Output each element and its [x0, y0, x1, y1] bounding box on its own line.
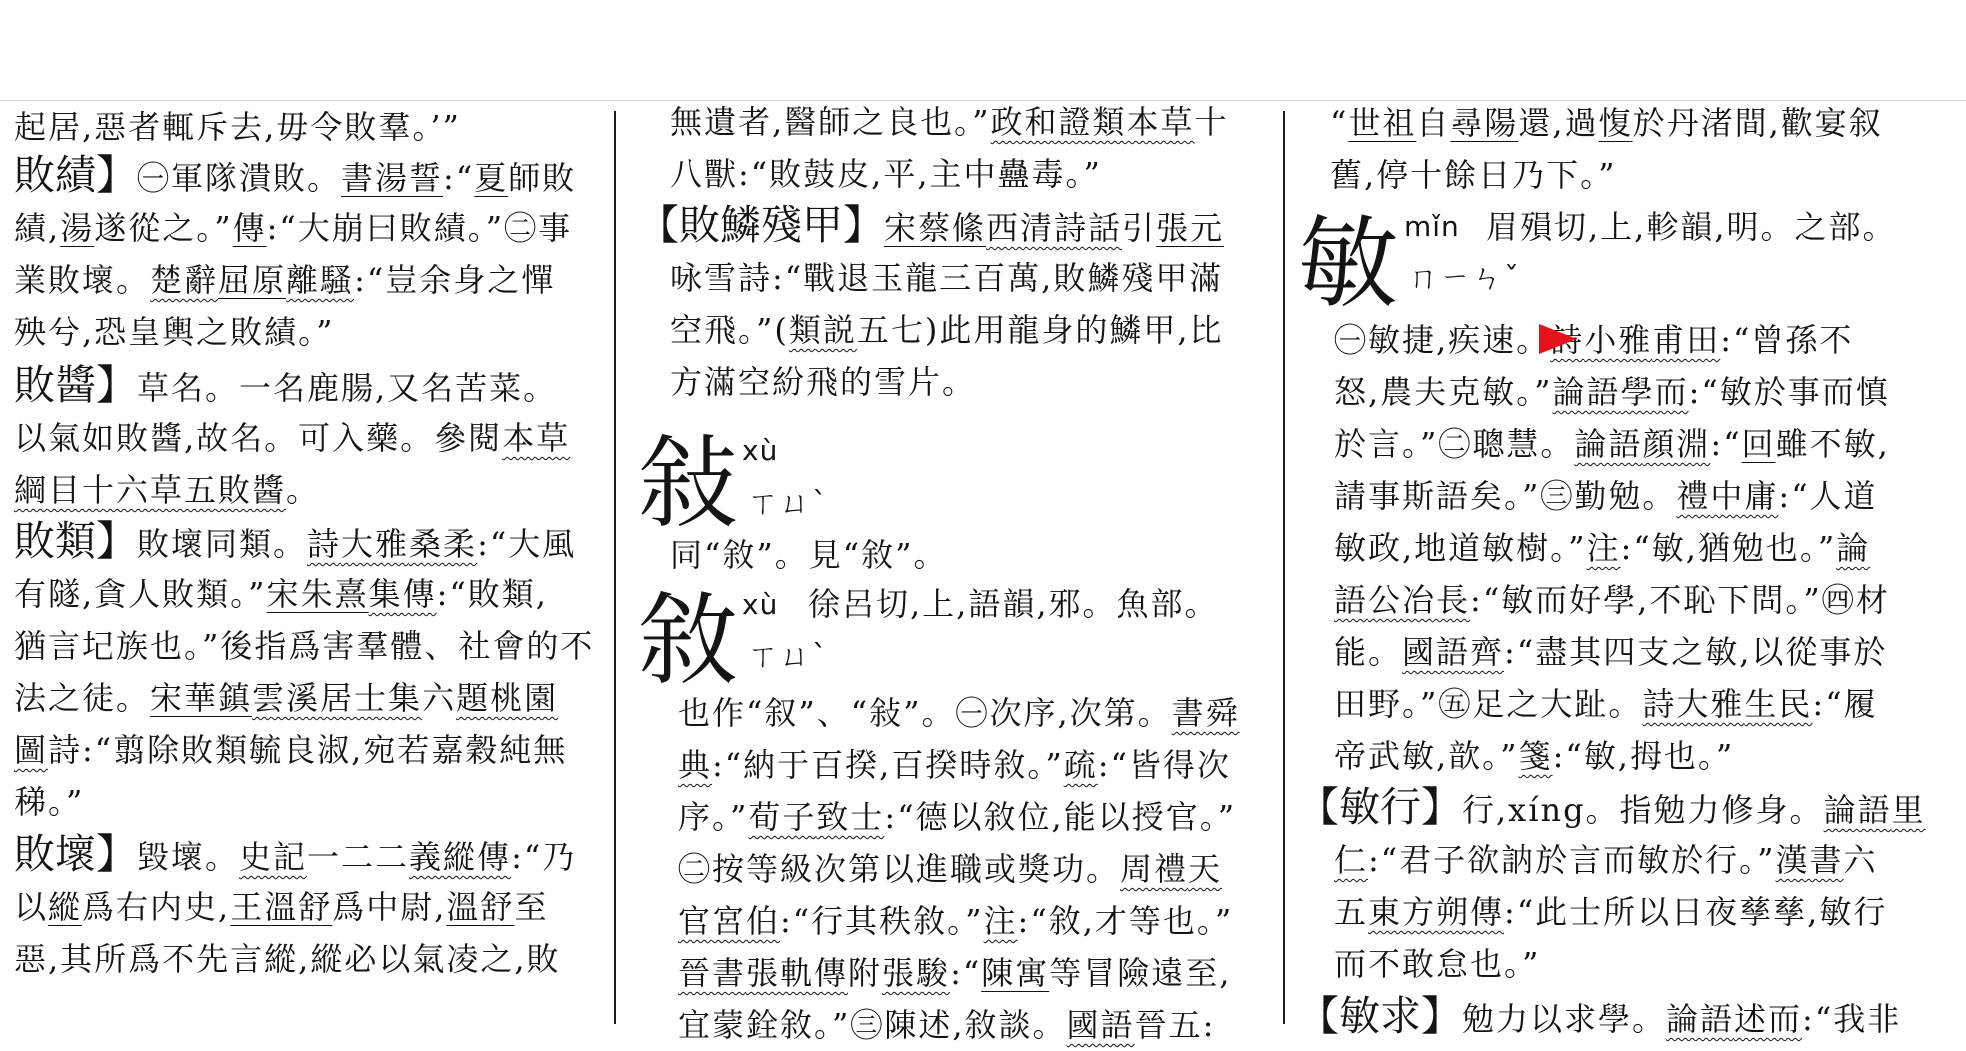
headword-line	[1298, 990, 1901, 1042]
proper-name: 宋	[150, 679, 185, 717]
blank-top-area	[0, 0, 1966, 100]
text-run: 雖不敏,	[1775, 425, 1890, 463]
book-title: 詩	[307, 525, 342, 563]
book-title: 論語	[1823, 791, 1892, 829]
proper-name: 縱	[48, 888, 83, 926]
text-run: 以	[14, 888, 49, 926]
text-run: 序。”	[678, 798, 749, 836]
text-run: :“我非	[1802, 1000, 1902, 1038]
text-run: :“曾孫不	[1720, 321, 1854, 359]
red-pointer-arrow-icon	[1539, 324, 1577, 354]
text-run: :“大風	[477, 525, 577, 563]
text-run: :“敏,拇也。”	[1552, 737, 1735, 775]
book-title: 楚辭	[150, 261, 219, 299]
headword: 【敏求】	[1298, 992, 1462, 1040]
text-line	[1334, 938, 1540, 990]
book-title: 西清詩話	[986, 209, 1123, 247]
text-run: 宜蒙銓敘。”㊂陳述,敘談。	[678, 1006, 1067, 1044]
proper-name: 王溫舒	[230, 888, 333, 926]
entry-pinyin: mǐn	[1404, 210, 1460, 243]
proper-name: 朱熹	[300, 575, 369, 613]
book-title: 禮	[1676, 477, 1711, 515]
book-title: 仁	[1334, 841, 1369, 879]
book-title: 學而	[1620, 373, 1689, 411]
text-run: 。	[286, 471, 321, 509]
text-line	[670, 304, 1224, 356]
text-run: 爲中尉,	[332, 888, 447, 926]
text-line	[1334, 470, 1878, 522]
text-run: 方滿空紛飛的雪片。	[670, 363, 977, 401]
headword: 敗醬】	[14, 361, 137, 409]
book-title: 綱目十六草五敗醬	[14, 471, 287, 509]
text-line	[14, 933, 561, 985]
headword: 敗類】	[14, 517, 137, 565]
text-run: 惡,其所爲不先言縱,縱必以氣凌之,敗	[14, 940, 561, 978]
book-title: 圖	[14, 731, 49, 769]
entry-zhuyin: ㄒㄩˋ	[748, 486, 829, 521]
book-title: 舜	[1205, 694, 1240, 732]
text-run: 於言。”㊁聰慧。	[1334, 425, 1575, 463]
text-run: :“德以敘位,能以授官。”	[884, 798, 1237, 836]
text-run: 等冒險遠至,	[1049, 954, 1232, 992]
book-title: 東方朔傳	[1368, 893, 1505, 931]
text-run: 而不敢怠也。”	[1334, 945, 1541, 983]
text-run: :“	[950, 954, 982, 992]
entry-headchar: 敍	[638, 425, 738, 542]
column-3	[1298, 101, 1958, 1040]
text-run: ㊀敏捷,疾速。	[1334, 321, 1551, 359]
proper-name: 溫舒	[446, 888, 515, 926]
headword: 敗績】	[14, 151, 137, 199]
entry-reading: 眉殞切,上,軫韻,明。之部。	[1486, 208, 1897, 246]
text-run: 十	[1194, 103, 1229, 141]
text-run: 至	[514, 888, 549, 926]
text-run: :“	[1710, 425, 1742, 463]
text-run: 同“敘”。見“敘”。	[670, 536, 948, 574]
text-run: 爲右内史,	[82, 888, 231, 926]
text-run: :“乃	[511, 838, 577, 876]
column-2	[638, 101, 1270, 1044]
proper-name: 夏	[474, 159, 509, 197]
book-title: 集傳	[368, 575, 437, 613]
book-title: 政和證類本草	[990, 103, 1195, 141]
book-title: 論	[1836, 529, 1871, 567]
text-line	[14, 672, 558, 724]
text-line	[1334, 314, 1853, 366]
text-run: 草名。一名鹿腸,又名苦菜。	[137, 369, 558, 407]
text-run: 行,xíng。指勉力修身。	[1462, 791, 1824, 829]
book-title: 題桃園	[456, 679, 559, 717]
text-line	[14, 724, 567, 776]
text-line	[14, 776, 84, 828]
text-line	[1330, 97, 1883, 149]
text-run: 也作“叙”、“敍”。㊀次序,次第。	[678, 694, 1172, 732]
text-line	[670, 356, 976, 408]
text-run: 引	[1122, 209, 1157, 247]
book-title: 詩	[1642, 685, 1677, 723]
text-run: 於丹渚間,歡宴叙	[1632, 104, 1883, 142]
text-line	[1334, 418, 1890, 470]
headword-line	[14, 828, 576, 880]
text-run: 八獸:“敗鼓皮,平,主中蠱毒。”	[670, 155, 1102, 193]
headword-line	[638, 199, 1224, 251]
book-title: 桑柔	[409, 525, 478, 563]
text-line	[14, 620, 594, 672]
text-line	[670, 148, 1102, 200]
text-line	[14, 306, 335, 358]
headword-line	[14, 149, 576, 201]
proper-name: 華鎮	[184, 679, 253, 717]
text-run: 帝武敏,歆。”	[1334, 737, 1519, 775]
text-run: :“君子欲訥於言而敏於行。”	[1368, 841, 1776, 879]
text-run: :“此士所以日夜孳孳,敏行	[1504, 893, 1888, 931]
headword: 敗壞】	[14, 830, 137, 878]
proper-name: 湯誓	[375, 159, 444, 197]
book-title: 論語	[1574, 425, 1643, 463]
proper-name: 尋陽	[1450, 104, 1519, 142]
book-title: 生民	[1744, 685, 1813, 723]
book-title: 致士	[816, 798, 885, 836]
headword: 【敗鱗殘甲】	[638, 201, 884, 249]
text-run: :“敏,猶勉也。”	[1620, 529, 1837, 567]
text-line	[678, 791, 1236, 843]
book-title: 荀子	[748, 798, 817, 836]
text-line	[678, 687, 1240, 739]
text-line	[678, 895, 1233, 947]
book-title: 官宮伯	[678, 902, 781, 940]
book-title: 顔淵	[1642, 425, 1711, 463]
book-title: 典	[678, 746, 713, 784]
text-run: 空飛。”(	[670, 311, 789, 349]
text-run: 能。	[1334, 633, 1403, 671]
column-divider-left	[614, 111, 616, 1024]
book-title: 詩	[1550, 321, 1585, 359]
text-run: :“皆得次	[1097, 746, 1231, 784]
proper-name: 世祖	[1348, 104, 1417, 142]
entry-zhuyin: ㄒㄩˋ	[748, 639, 829, 674]
text-line	[670, 529, 947, 581]
text-run: 業敗壞。	[14, 261, 151, 299]
book-title: 本草	[502, 419, 571, 457]
text-line	[1334, 678, 1878, 730]
text-run: 五	[1334, 893, 1369, 931]
entry-reading: 徐呂切,上,語韻,邪。魚部。	[808, 585, 1219, 623]
text-run: 有隧,貪人敗類。”	[14, 575, 267, 613]
text-run: 詩:“翦除敗類毓良淑,宛若嘉穀純無	[48, 731, 568, 769]
text-line	[678, 843, 1222, 895]
proper-name: 屈原	[218, 261, 287, 299]
headword-line	[14, 515, 576, 567]
proper-name: 蔡絛	[918, 209, 987, 247]
book-title: 書	[1171, 694, 1206, 732]
text-run: 六	[1843, 841, 1878, 879]
book-title: 國語	[1402, 633, 1471, 671]
text-run: 稊。”	[14, 783, 85, 821]
column-1	[14, 101, 602, 1024]
text-run: :“敘,才等也。”	[1017, 902, 1234, 940]
text-run: 猶言圮族也。”後指爲害羣體、社會的不	[14, 627, 595, 665]
text-line	[670, 252, 1223, 304]
book-title: 張駿	[882, 954, 951, 992]
proper-name: 陳寓	[981, 954, 1050, 992]
entry-pinyin: xù	[742, 434, 779, 467]
book-title: 大雅	[341, 525, 410, 563]
headword-line	[1298, 781, 1926, 833]
book-title: 中庸	[1710, 477, 1779, 515]
text-run: :“納于百揆,百揆時敘。”	[712, 746, 1064, 784]
text-line	[1334, 366, 1890, 418]
text-run: :“敗類,	[436, 575, 548, 613]
text-line	[1334, 522, 1870, 574]
text-run: 勉力以求學。	[1462, 1000, 1667, 1038]
text-line	[678, 947, 1231, 999]
text-run: 毀壞。	[137, 838, 240, 876]
text-run: :“豈余身之憚	[354, 261, 556, 299]
book-title: 雲溪居士集	[252, 679, 423, 717]
text-run: 績,	[14, 209, 61, 247]
text-run: :“敏於事而慎	[1688, 373, 1890, 411]
proper-name: 傳	[232, 209, 267, 247]
book-title: 類説	[788, 311, 857, 349]
book-title: 述而	[1734, 1000, 1803, 1038]
book-title: 大雅	[1676, 685, 1745, 723]
book-title: 齊	[1470, 633, 1505, 671]
dictionary-page	[0, 100, 1966, 1044]
text-run: 自	[1416, 104, 1451, 142]
text-run: ㊀軍隊潰敗。	[137, 159, 342, 197]
text-line	[14, 881, 548, 933]
text-run: 敗壞同類。	[137, 525, 308, 563]
book-title: 離騷	[286, 261, 355, 299]
text-run: 附	[848, 954, 883, 992]
entry-zhuyin: ㄇㄧㄣˇ	[1408, 261, 1521, 296]
text-run: 舊,停十餘日乃下。”	[1330, 156, 1617, 194]
book-title: 注	[983, 902, 1018, 940]
proper-name: 回	[1741, 425, 1776, 463]
text-run: 田野。”㊄足之大趾。	[1334, 685, 1643, 723]
book-title: 論語	[1666, 1000, 1735, 1038]
book-title: 箋	[1518, 737, 1553, 775]
book-title: 漢書	[1775, 841, 1844, 879]
book-title: 史記	[239, 838, 308, 876]
book-title: 晉書	[678, 954, 747, 992]
headword-line	[14, 359, 557, 411]
text-run: :“人道	[1778, 477, 1878, 515]
proper-name: 書	[341, 159, 376, 197]
book-title: 國語	[1066, 1006, 1135, 1044]
proper-name: 宋	[884, 209, 919, 247]
text-run: :“行其秩敘。”	[780, 902, 984, 940]
book-title: 義縱傳	[409, 838, 512, 876]
text-line	[14, 202, 572, 254]
proper-name: 湯	[60, 209, 95, 247]
text-run: :“大崩曰敗績。”㊁事	[266, 209, 573, 247]
text-line	[14, 101, 461, 153]
text-run: :“敏而好學,不恥下問。”㊃材	[1470, 581, 1890, 619]
text-run: 請事斯語矣。”㊂勤勉。	[1334, 477, 1677, 515]
headword: 【敏行】	[1298, 783, 1462, 831]
book-title: 注	[1586, 529, 1621, 567]
book-title: 張軌傳	[746, 954, 849, 992]
text-run: 一二二	[307, 838, 410, 876]
entry-headchar: 敏	[1298, 205, 1398, 322]
proper-name: 宋	[266, 575, 301, 613]
book-title: 語	[1334, 581, 1369, 619]
text-line	[14, 464, 320, 516]
book-title: 里	[1891, 791, 1926, 829]
text-run: 起居,惡者輒斥去,毋令敗羣。’”	[14, 108, 461, 146]
text-line	[670, 96, 1229, 148]
text-line	[14, 412, 570, 464]
text-run: :“盡其四支之敏,以從事於	[1504, 633, 1888, 671]
text-run: 還,過	[1518, 104, 1599, 142]
text-line	[678, 739, 1231, 791]
text-run: 五七)此用龍身的鱗甲,比	[856, 311, 1224, 349]
proper-name: 張元	[1156, 209, 1225, 247]
text-line	[1334, 886, 1887, 938]
proper-name: 愎	[1598, 104, 1633, 142]
text-line	[1334, 730, 1734, 782]
text-line	[1330, 149, 1617, 201]
text-run: 晉五:	[1134, 1006, 1216, 1044]
text-line	[14, 254, 555, 306]
text-run: 咏雪詩:“戰退玉龍三百萬,敗鱗殘甲滿	[670, 259, 1224, 297]
text-run: 無遺者,醫師之良也。”	[670, 103, 991, 141]
book-title: 周禮	[1120, 850, 1189, 888]
book-title: 公冶長	[1368, 581, 1471, 619]
text-run: :“	[443, 159, 475, 197]
text-line	[678, 999, 1215, 1051]
text-run: 六	[422, 679, 457, 717]
book-title: 疏	[1063, 746, 1098, 784]
text-run: :“履	[1812, 685, 1878, 723]
text-line	[1334, 626, 1887, 678]
text-run: 敏政,地道敏樹。”	[1334, 529, 1587, 567]
text-run: 以氣如敗醬,故名。可入藥。參閱	[14, 419, 503, 457]
text-run: 遂從之。”	[94, 209, 233, 247]
text-line	[1334, 834, 1878, 886]
text-line	[14, 568, 548, 620]
text-run: 師敗	[508, 159, 577, 197]
text-run: 怒,農夫克敏。”	[1334, 373, 1553, 411]
text-line	[1334, 574, 1890, 626]
book-title: 甫田	[1652, 321, 1721, 359]
book-title: 論語	[1552, 373, 1621, 411]
text-run: ㊁按等級次第以進職或獎功。	[678, 850, 1121, 888]
entry-headchar: 敘	[638, 582, 738, 699]
text-run: 殃兮,恐皇輿之敗績。”	[14, 313, 335, 351]
text-run: 法之徒。	[14, 679, 151, 717]
column-divider-right	[1283, 111, 1285, 1024]
book-title: 天	[1188, 850, 1223, 888]
text-run: “	[1330, 104, 1349, 142]
entry-pinyin: xù	[742, 588, 779, 621]
book-title: 小雅	[1584, 321, 1653, 359]
